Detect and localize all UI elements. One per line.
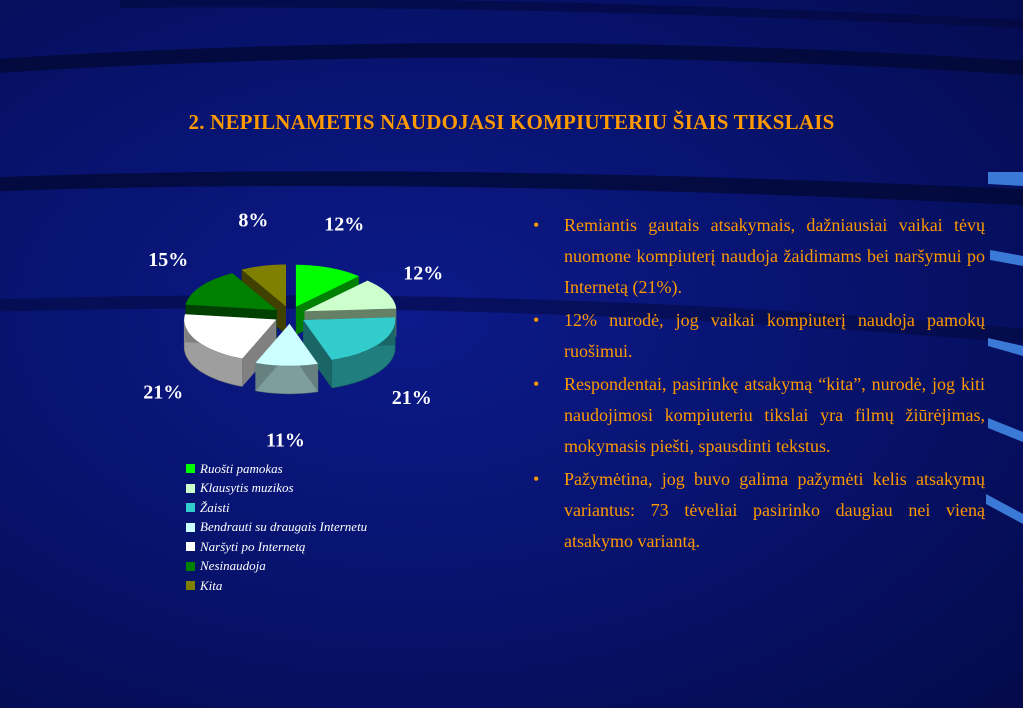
bullet-symbol: •	[533, 310, 540, 330]
legend-label: Kita	[200, 577, 223, 593]
pie-chart	[60, 209, 530, 452]
legend-item	[186, 459, 367, 479]
legend-label: Klausytis muzikos	[200, 480, 294, 496]
legend-swatch	[186, 484, 195, 493]
bullet-item	[533, 464, 985, 557]
legend-swatch	[186, 562, 195, 571]
slice-value-label-1: 12%	[324, 213, 365, 236]
bullet-text: Respondentai, pasirinkę atsakymą “kita”, nurodė, jog kiti naudojimosi kompiuteriu tikslai yra filmų žiūrėjimas, mokymasis piešti, spausdinti tekstus.	[564, 374, 985, 456]
legend-label: Nesinaudoja	[200, 558, 266, 574]
bullet-text: Remiantis gautais atsakymais, dažniausiai vaikai tėvų nuomone kompiuterį naudoja žaidimams bei naršymui po Internetą (21%).	[564, 215, 985, 297]
bullet-item	[533, 210, 985, 303]
legend-swatch	[186, 523, 195, 532]
legend-item	[186, 479, 367, 499]
legend-label: Ruošti pamokas	[200, 460, 283, 476]
bullet-item	[533, 369, 985, 462]
bullet-item	[533, 305, 985, 367]
legend-item	[186, 498, 367, 518]
bullet-text: Pažymėtina, jog buvo galima pažymėti kelis atsakymų variantus: 73 tėveliai pasirinko daugiau nei vieną atsakymo variantą.	[564, 469, 985, 551]
legend-swatch	[186, 542, 195, 551]
slice-value-label-6: 15%	[148, 249, 189, 272]
bullet-symbol: •	[533, 215, 540, 235]
legend-swatch	[186, 581, 195, 590]
bullet-symbol: •	[533, 469, 540, 489]
legend-item	[186, 518, 367, 538]
bullet-text: 12% nurodė, jog vaikai kompiuterį naudoja pamokų ruošimui.	[564, 310, 985, 361]
slice-value-label-5: 21%	[143, 381, 184, 404]
slice-value-label-7: 8%	[238, 209, 269, 232]
legend-swatch	[186, 503, 195, 512]
legend-item	[186, 537, 367, 557]
slice-value-label-3: 21%	[391, 386, 432, 409]
chart-legend	[186, 459, 367, 596]
slice-value-label-4: 11%	[265, 429, 305, 452]
legend-label: Bendrauti su draugais Internetu	[200, 519, 368, 535]
legend-swatch	[186, 464, 195, 473]
slice-value-label-2: 12%	[403, 262, 444, 285]
legend-item	[186, 576, 367, 596]
bullet-list	[533, 210, 985, 559]
legend-item	[186, 557, 367, 577]
legend-label: Naršyti po Internetą	[200, 538, 306, 554]
bullet-symbol: •	[533, 374, 540, 394]
legend-label: Žaisti	[200, 499, 230, 515]
slide-title: 2. NEPILNAMETIS NAUDOJASI KOMPIUTERIU ŠIAIS TIKSLAIS	[188, 110, 835, 134]
